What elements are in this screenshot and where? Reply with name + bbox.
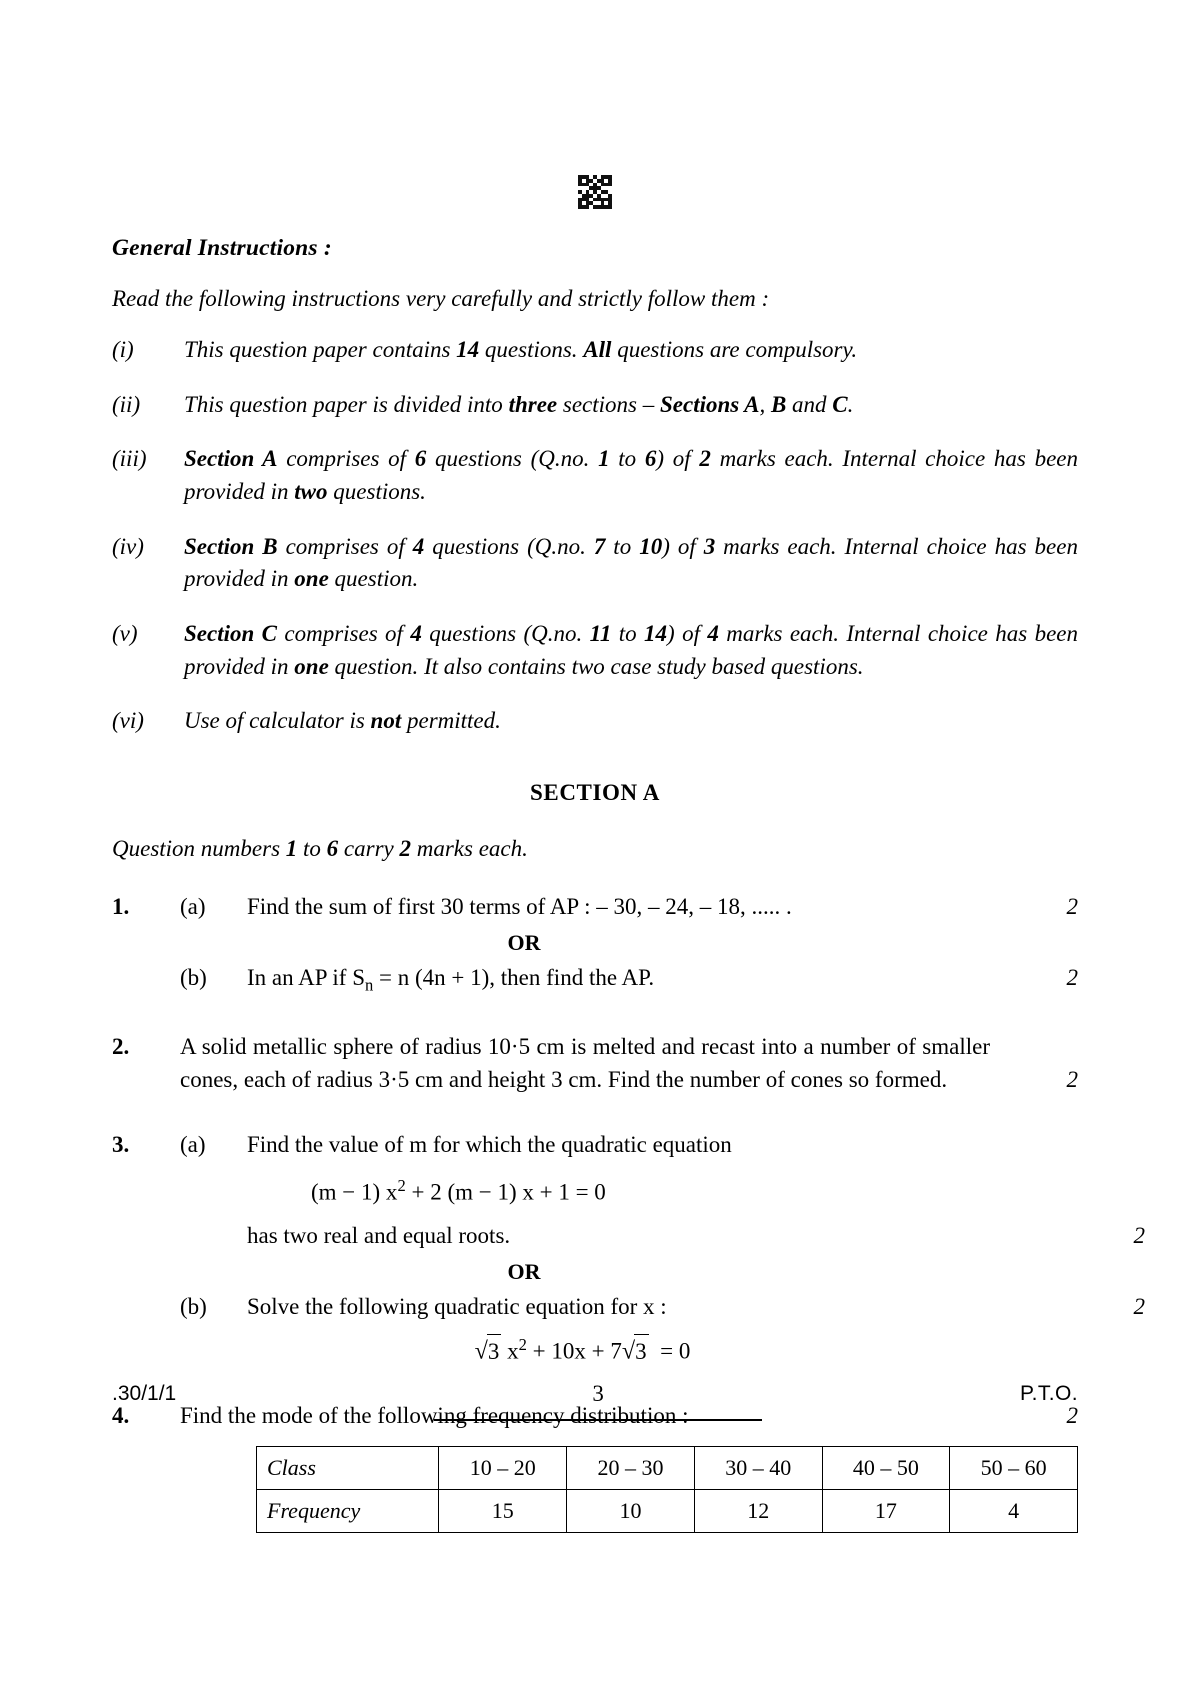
instruction-item xyxy=(112,443,1078,508)
table-row-frequency xyxy=(257,1490,1078,1533)
qr-code-container xyxy=(112,0,1078,209)
question-part-a xyxy=(180,890,1078,923)
row-header-frequency: Frequency xyxy=(257,1490,439,1533)
part-text: Find the sum of first 30 terms of AP : – 30, – 24, – 18, ..... . xyxy=(247,893,792,919)
question-marks: 2 xyxy=(1066,1403,1078,1429)
part-label: (a) xyxy=(180,1132,206,1158)
instruction-number: (iii) xyxy=(112,446,147,472)
frequency-cell: 12 xyxy=(694,1490,822,1533)
instruction-number: (iv) xyxy=(112,533,144,559)
part-equation: √3 $x^2 + 10x + 7√3 = 0$ xyxy=(247,1333,1078,1369)
table-row-class xyxy=(257,1447,1078,1490)
section-a-heading: SECTION A xyxy=(529,779,661,805)
instruction-item xyxy=(112,705,1078,738)
instruction-item xyxy=(112,334,1078,367)
part-text-2: has two real and equal roots. xyxy=(247,1222,511,1248)
question-part-b xyxy=(180,961,1078,998)
question-2 xyxy=(112,1030,1078,1097)
paper-code: .30/1/1 xyxy=(112,1382,177,1405)
instruction-text: Use of calculator is not permitted. xyxy=(184,708,501,734)
instruction-item xyxy=(112,389,1078,422)
class-cell: 10 – 20 xyxy=(439,1447,567,1490)
class-cell: 30 – 40 xyxy=(694,1447,822,1490)
question-number: 4. xyxy=(112,1403,130,1429)
instruction-number: (ii) xyxy=(112,391,141,417)
class-cell: 50 – 60 xyxy=(950,1447,1078,1490)
frequency-cell: 15 xyxy=(439,1490,567,1533)
part-text: Find the value of m for which the quadratic equation xyxy=(247,1132,732,1158)
instruction-item xyxy=(112,531,1078,596)
instructions-list xyxy=(112,334,1078,738)
pto-label: P.T.O. xyxy=(1019,1382,1078,1405)
question-number: 3. xyxy=(112,1132,130,1158)
part-marks: 2 xyxy=(1133,1294,1145,1320)
or-divider: OR xyxy=(507,930,541,956)
question-text: Find the mode of the following frequency distribution : xyxy=(180,1403,689,1429)
instruction-number: (i) xyxy=(112,337,134,362)
instruction-number: (v) xyxy=(112,620,138,646)
footer-rule xyxy=(434,1419,762,1421)
part-marks: 2 xyxy=(1133,1222,1145,1248)
question-number: 2. xyxy=(112,1033,130,1059)
or-divider: OR xyxy=(507,1259,541,1285)
frequency-distribution-table xyxy=(256,1446,1078,1533)
question-text: A solid metallic sphere of radius 10·5 cm is melted and recast into a number of smaller cones, each of radius 3·5 cm and height 3 cm. Find the number of cones so formed. xyxy=(180,1033,990,1093)
part-label: (b) xyxy=(180,1294,207,1320)
qr-code-icon xyxy=(578,175,612,209)
frequency-cell: 4 xyxy=(950,1490,1078,1533)
question-part-b xyxy=(180,1290,1145,1369)
part-equation: (m − 1) $x^2 + 2$ (m − 1) x + 1 = 0 xyxy=(311,1175,606,1205)
page-number: 3 xyxy=(592,1381,604,1406)
question-1 xyxy=(112,890,1078,998)
general-instructions-heading: General Instructions : xyxy=(112,235,332,261)
class-cell: 40 – 50 xyxy=(822,1447,950,1490)
question-number: 1. xyxy=(112,893,130,919)
instruction-text: Section B comprises of 4 questions (Q.no. 7 to 10) of 3 marks each. Internal choice has been provided in one question. xyxy=(184,533,1078,592)
instruction-text: This question paper contains 14 questions. All questions are compulsory. xyxy=(184,337,858,362)
part-marks: 2 xyxy=(1066,893,1078,919)
part-marks: 2 xyxy=(1066,965,1078,991)
question-marks: 2 xyxy=(1066,1067,1078,1093)
instruction-item xyxy=(112,618,1078,683)
page-footer xyxy=(112,1381,1078,1407)
instruction-text: This question paper is divided into three sections – Sections A, B and C. xyxy=(184,391,854,417)
instruction-number: (vi) xyxy=(112,708,144,734)
row-header-class: Class xyxy=(257,1447,439,1490)
instruction-text: Section C comprises of 4 questions (Q.no. 11 to 14) of 4 marks each. Internal choice has been provided in one question. It also contains two case study based questions. xyxy=(184,620,1078,679)
instructions-lead: Read the following instructions very carefully and strictly follow them : xyxy=(112,286,770,311)
question-3 xyxy=(112,1128,1145,1369)
frequency-cell: 10 xyxy=(567,1490,695,1533)
part-label: (a) xyxy=(180,893,206,919)
question-part-a xyxy=(180,1128,1145,1252)
instruction-text: Section A comprises of 6 questions (Q.no. 1 to 6) of 2 marks each. Internal choice has been provided in two questions. xyxy=(184,446,1078,504)
class-cell: 20 – 30 xyxy=(567,1447,695,1490)
part-label: (b) xyxy=(180,965,207,991)
part-text: In an AP if $S_n = n$ (4n + 1), then find the AP. xyxy=(247,965,655,995)
section-a-marks-note: Question numbers 1 to 6 carry 2 marks each. xyxy=(112,835,528,861)
frequency-cell: 17 xyxy=(822,1490,950,1533)
part-text: Solve the following quadratic equation for x : xyxy=(247,1294,667,1320)
